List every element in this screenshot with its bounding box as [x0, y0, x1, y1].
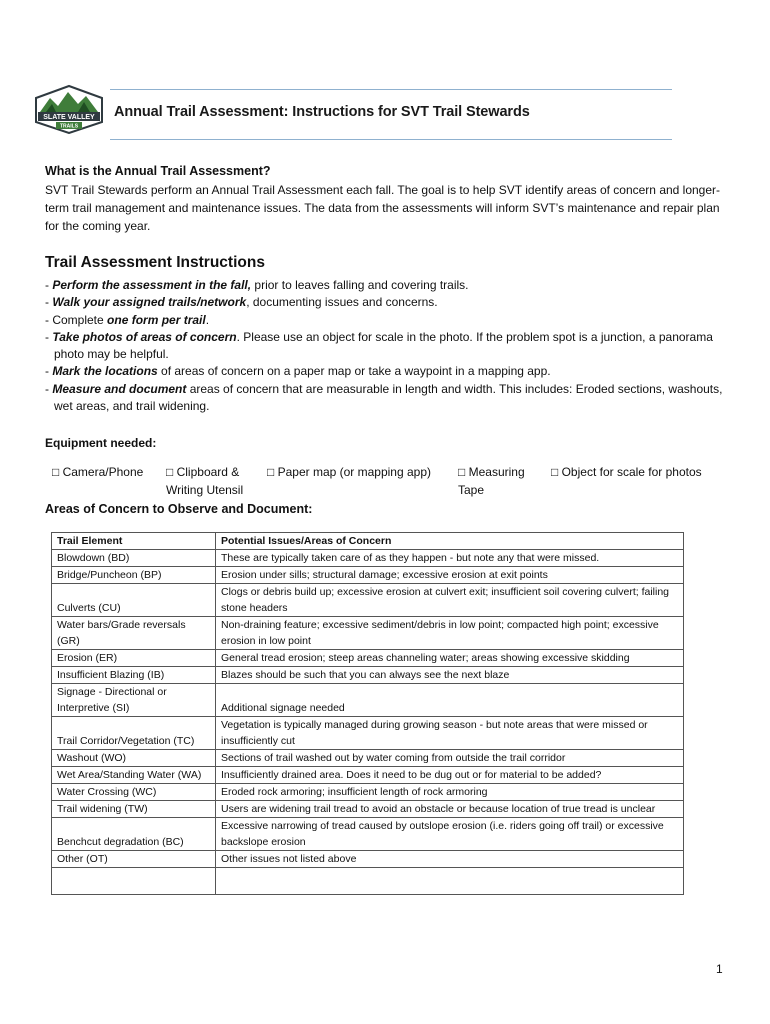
trail-element-cell: Other (OT) [52, 851, 216, 868]
trail-element-cell: Wet Area/Standing Water (WA) [52, 767, 216, 784]
instruction-step: - Complete one form per trail. [45, 312, 210, 327]
table-row [52, 550, 684, 567]
equipment-item-paper-map[interactable]: □ Paper map (or mapping app) [267, 465, 432, 479]
instructions-heading: Trail Assessment Instructions [45, 254, 265, 271]
instruction-step: - Mark the locations of areas of concern on a paper map or take a waypoint in a mapping app. [45, 364, 551, 379]
trail-element-cell: Washout (WO) [52, 750, 216, 767]
equipment-item-measuring-tape[interactable]: □ Measuring Tape [458, 465, 525, 497]
table-row [52, 667, 684, 684]
instruction-step: - Walk your assigned trails/network, documenting issues and concerns. [45, 295, 438, 310]
trail-element-cell: Blowdown (BD) [52, 550, 216, 567]
table-row [52, 851, 684, 868]
equipment-item-clipboard[interactable]: □ Clipboard & Writing Utensil [166, 465, 244, 497]
issue-cell: Erosion under sills; structural damage; excessive erosion at exit points [216, 567, 684, 584]
table-row-blank [52, 868, 684, 895]
trail-element-cell: Bridge/Puncheon (BP) [52, 567, 216, 584]
trail-element-cell: Signage - Directional or Interpretive (SI) [52, 684, 216, 717]
checkbox-icon[interactable]: □ [458, 465, 466, 479]
equipment-heading: Equipment needed: [45, 436, 157, 450]
issue-cell: Clogs or debris build up; excessive erosion at culvert exit; insufficient soil covering culvert; failing stone headers [216, 584, 684, 617]
issue-cell: Insufficiently drained area. Does it need to be dug out or for material to be added? [216, 767, 684, 784]
table-row [52, 818, 684, 851]
checkbox-icon[interactable]: □ [52, 465, 60, 479]
equipment-item-scale-object[interactable]: □ Object for scale for photos [551, 465, 702, 479]
trail-element-cell: Culverts (CU) [52, 584, 216, 617]
table-row [52, 584, 684, 617]
column-header: Trail Element [52, 533, 216, 550]
issue-cell: These are typically taken care of as they happen - but note any that were missed. [216, 550, 684, 567]
instruction-step: - Measure and document areas of concern that are measurable in length and width. This includes: Eroded sections, washouts, wet areas, and trail widening. [45, 381, 723, 414]
table-row [52, 617, 684, 650]
instructions-list [45, 277, 725, 415]
trail-element-cell: Erosion (ER) [52, 650, 216, 667]
instruction-step: - Take photos of areas of concern. Please use an object for scale in the photo. If the problem spot is a junction, a panorama photo may be helpful. [45, 329, 713, 362]
trail-element-cell: Trail widening (TW) [52, 801, 216, 818]
checkbox-icon[interactable]: □ [166, 465, 174, 479]
intro-body: SVT Trail Stewards perform an Annual Trail Assessment each fall. The goal is to help SVT identify areas of concern and longer-term trail management and maintenance issues. The data from the assessments will inform SVT’s maintenance and repair plan for the coming year. [45, 183, 721, 233]
trail-element-cell: Insufficient Blazing (IB) [52, 667, 216, 684]
issue-cell: Additional signage needed [216, 684, 684, 717]
issue-cell: Sections of trail washed out by water coming from outside the trail corridor [216, 750, 684, 767]
header-rule-top [110, 89, 672, 90]
logo-text-bottom: TRAILS [59, 123, 79, 130]
table-row [52, 784, 684, 801]
table-header-row [52, 533, 684, 550]
issue-cell: Non-draining feature; excessive sediment/debris in low point; compacted high point; excessive erosion in low point [216, 617, 684, 650]
header-rule-bottom [110, 139, 672, 140]
trail-element-cell: Trail Corridor/Vegetation (TC) [52, 717, 216, 750]
concerns-heading: Areas of Concern to Observe and Document: [45, 502, 313, 516]
table-row [52, 567, 684, 584]
table-row [52, 801, 684, 818]
table-row [52, 750, 684, 767]
issue-cell: Eroded rock armoring; insufficient length of rock armoring [216, 784, 684, 801]
trail-element-cell: Water bars/Grade reversals (GR) [52, 617, 216, 650]
issue-cell: General tread erosion; steep areas channeling water; areas showing excessive skidding [216, 650, 684, 667]
checkbox-icon[interactable]: □ [267, 465, 275, 479]
table-row [52, 717, 684, 750]
table-row [52, 650, 684, 667]
trail-element-cell: Water Crossing (WC) [52, 784, 216, 801]
column-header: Potential Issues/Areas of Concern [216, 533, 684, 550]
instruction-step: - Perform the assessment in the fall, prior to leaves falling and covering trails. [45, 278, 469, 292]
issue-cell: Blazes should be such that you can always see the next blaze [216, 667, 684, 684]
concerns-table [51, 532, 684, 895]
page-number: 1 [716, 962, 723, 976]
slate-valley-trails-logo [32, 84, 106, 134]
trail-element-cell: Benchcut degradation (BC) [52, 818, 216, 851]
issue-cell: Other issues not listed above [216, 851, 684, 868]
table-row [52, 684, 684, 717]
issue-cell: Users are widening trail tread to avoid an obstacle or because location of true tread is unclear [216, 801, 684, 818]
document-title: Annual Trail Assessment: Instructions for SVT Trail Stewards [114, 104, 530, 120]
checkbox-icon[interactable]: □ [551, 465, 559, 479]
issue-cell: Vegetation is typically managed during growing season - but note areas that were missed or insufficiently cut [216, 717, 684, 750]
table-row [52, 767, 684, 784]
issue-cell: Excessive narrowing of tread caused by outslope erosion (i.e. riders going off trail) or excessive backslope erosion [216, 818, 684, 851]
equipment-item-camera[interactable]: □ Camera/Phone [52, 465, 144, 479]
intro-heading: What is the Annual Trail Assessment? [45, 164, 271, 178]
logo-text-top: SLATE VALLEY [43, 114, 95, 121]
